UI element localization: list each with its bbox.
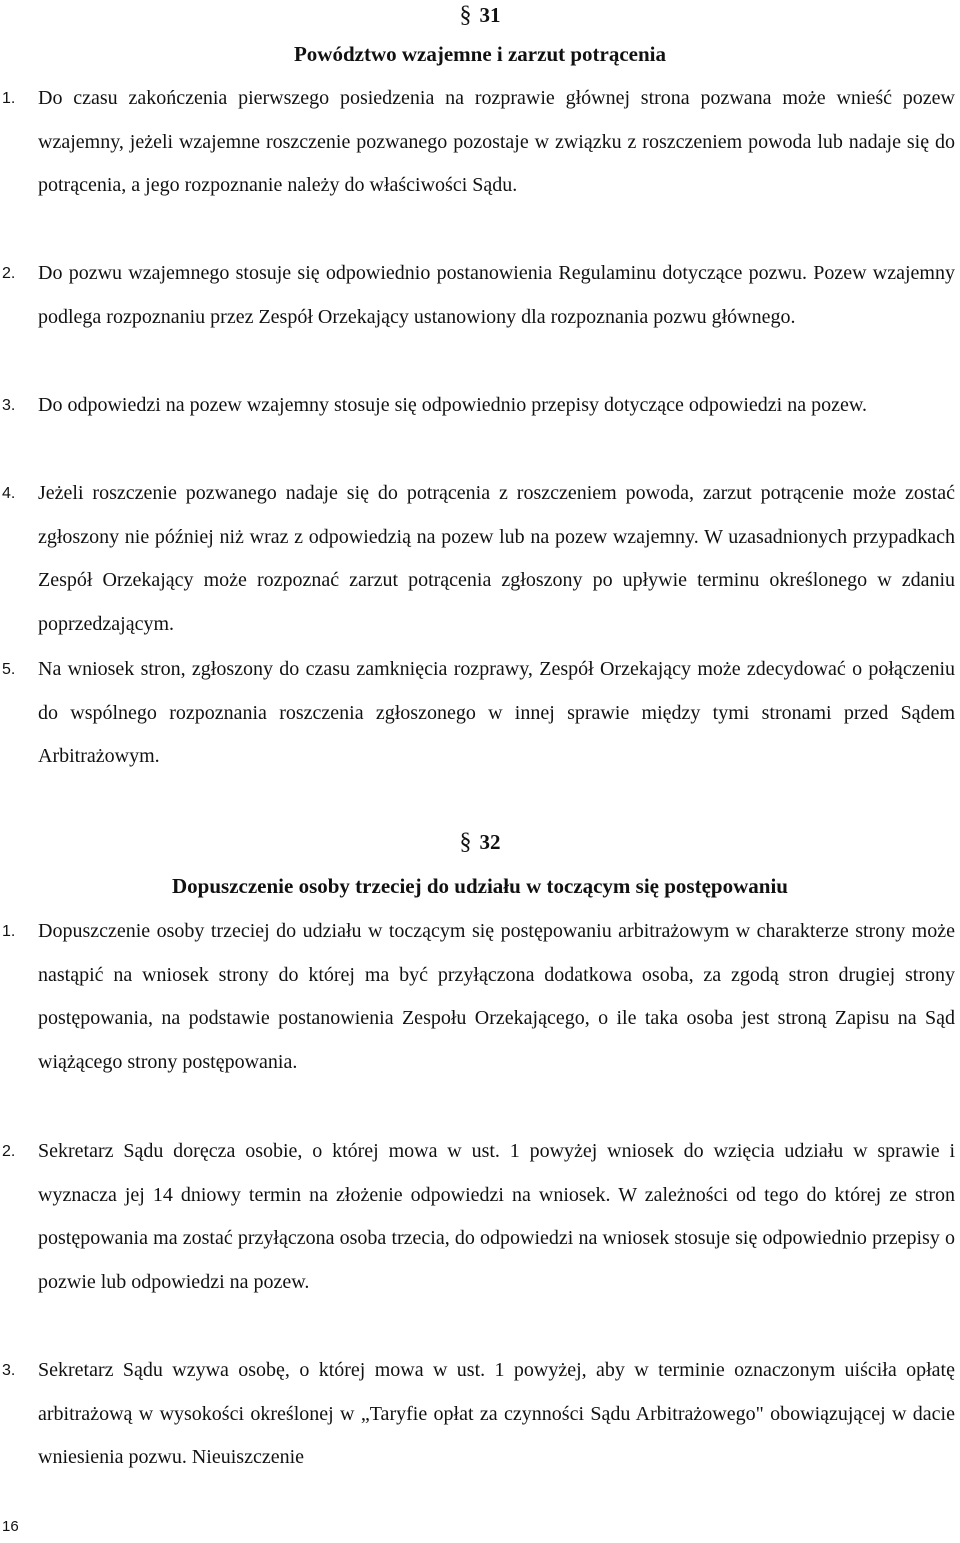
paragraph-number: 2.	[2, 265, 16, 282]
section-symbol: §	[459, 2, 472, 28]
paragraph-text: Na wniosek stron, zgłoszony do czasu zamknięcia rozprawy, Zespół Orzekający może zdecydować o połączeniu do wspólnego rozpoznania roszczenia zgłoszonego w innej sprawie między tymi stronami przed Sądem Arbitrażowym.	[38, 658, 955, 768]
section-title: Dopuszczenie osoby trzeciej do udziału w toczącym się postępowaniu	[172, 874, 788, 898]
paragraph-text: Sekretarz Sądu doręcza osobie, o której mowa w ust. 1 powyżej wniosek do wzięcia udziału w sprawie i wyznacza jej 14 dniowy termin na złożenie odpowiedzi na wniosek. W zależności od tego do której ze stron postępowania ma zostać przyłączona osoba trzecia, do odpowiedzi na wniosek stosuje się odpowiednio przepisy o pozwie lub odpowiedzi na pozew.	[38, 1140, 955, 1294]
page-number: 16	[2, 1518, 19, 1535]
paragraph-text: Do odpowiedzi na pozew wzajemny stosuje się odpowiednio przepisy dotyczące odpowiedzi na pozew.	[38, 394, 868, 416]
paragraph-text: Jeżeli roszczenie pozwanego nadaje się do potrącenia z roszczeniem powoda, zarzut potrącenie może zostać zgłoszony nie później niż wraz z odpowiedzią na pozew lub na pozew wzajemny. W uzasadnionych przypadkach Zespół Orzekający może rozpoznać zarzut potrącenia zgłoszony po upływie terminu określonego w zdaniu poprzedzającym.	[38, 482, 955, 636]
paragraph-number: 4.	[2, 485, 16, 502]
paragraph-number: 1.	[2, 90, 16, 107]
section-symbol: §	[459, 829, 472, 855]
section-number: 31	[479, 3, 501, 27]
paragraph-number: 3.	[2, 1362, 16, 1379]
paragraph-text: Dopuszczenie osoby trzeciej do udziału w toczącym się postępowaniu arbitrażowym w charakterze strony może nastąpić na wniosek strony do której ma być przyłączona dodatkowa osoba, za zgodą stron drugiej strony postępowania, na podstawie postanowienia Zespołu Orzekającego, o ile taka osoba jest stroną Zapisu na Sąd wiążącego strony postępowania.	[38, 920, 955, 1074]
paragraph-text: Sekretarz Sądu wzywa osobę, o której mowa w ust. 1 powyżej, aby w terminie oznaczonym uiściła opłatę arbitrażową w wysokości określonej w „Taryfie opłat za czynności Sądu Arbitrażowego" obowiązującej w dacie wniesienia pozwu. Nieuiszczenie	[38, 1359, 955, 1469]
section-title: Powództwo wzajemne i zarzut potrącenia	[293, 42, 667, 66]
paragraph-number: 3.	[2, 397, 16, 414]
paragraph-31-3	[0, 384, 955, 428]
paragraph-number: 1.	[2, 923, 16, 940]
section-heading-32	[0, 829, 960, 856]
paragraph-number: 5.	[2, 661, 16, 678]
section-heading-31	[0, 2, 960, 29]
section-number: 32	[479, 830, 501, 854]
paragraph-32-2	[0, 1130, 955, 1305]
paragraph-text: Do pozwu wzajemnego stosuje się odpowiednio postanowienia Regulaminu dotyczące pozwu. Pozew wzajemny podlega rozpoznaniu przez Zespół Orzekający ustanowiony dla rozpoznania pozwu głównego.	[38, 262, 955, 328]
paragraph-31-5	[0, 648, 955, 779]
paragraph-text: Do czasu zakończenia pierwszego posiedzenia na rozprawie głównej strona pozwana może wnieść pozew wzajemny, jeżeli wzajemne roszczenie pozwanego pozostaje w związku z roszczeniem powoda lub nadaje się do potrącenia, a jego rozpoznanie należy do właściwości Sądu.	[38, 87, 955, 197]
paragraph-31-4	[0, 472, 955, 647]
paragraph-32-3	[0, 1349, 955, 1480]
paragraph-number: 2.	[2, 1143, 16, 1160]
paragraph-31-1	[0, 77, 955, 208]
paragraph-31-2	[0, 252, 955, 339]
paragraph-32-1	[0, 910, 955, 1085]
